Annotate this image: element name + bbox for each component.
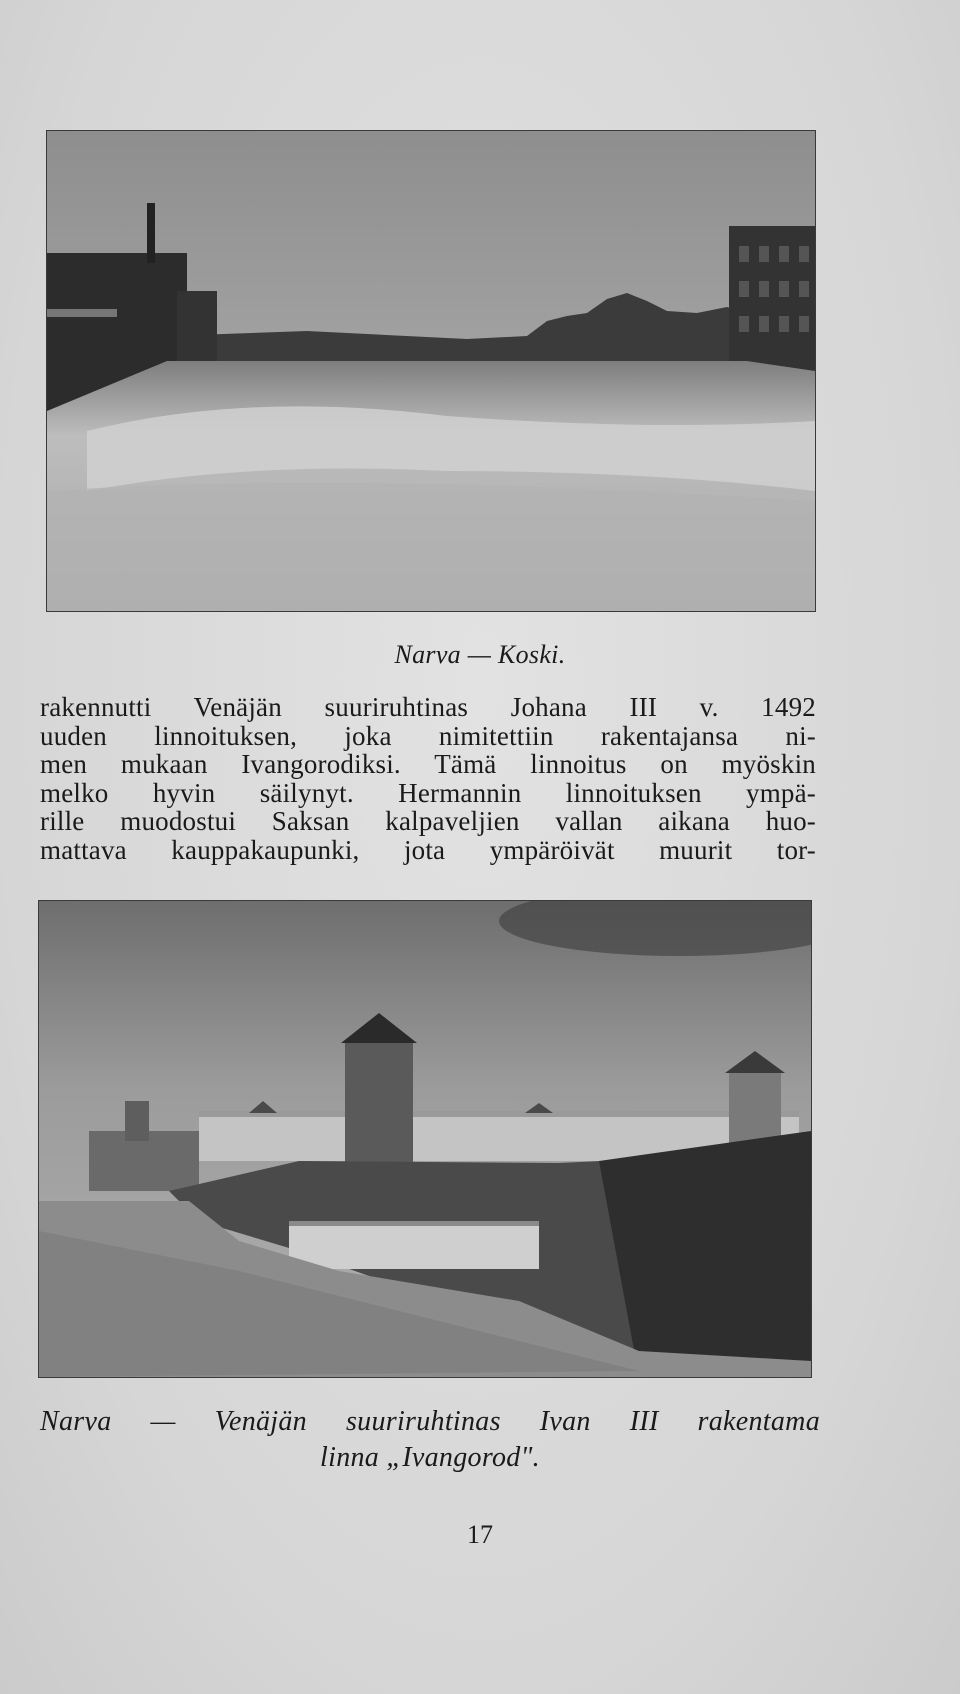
text-line: rille muodostui Saksan kalpaveljien vallan aikana huo- (40, 806, 816, 836)
caption-line: Narva — Venäjän suuriruhtinas Ivan III rakentama (40, 1406, 820, 1437)
waterfall-illustration (47, 131, 815, 611)
photo-caption-fortress (40, 1404, 820, 1476)
text-line: mattava kauppakaupunki, jota ympäröivät muurit tor- (40, 834, 816, 865)
page-number: 17 (467, 1520, 493, 1549)
waterfall-photo (46, 130, 816, 612)
text-line: rakennutti Venäjän suuriruhtinas Johana III v. 1492 (40, 692, 816, 722)
photo-caption-waterfall: Narva — Koski. (394, 640, 566, 669)
text-line: men mukaan Ivangorodiksi. Tämä linnoitus on myöskin (40, 749, 816, 779)
text-line: melko hyvin säilynyt. Hermannin linnoituksen ympä- (40, 777, 816, 808)
fortress-photo (38, 900, 812, 1378)
caption-line: linna „Ivangorod". (320, 1442, 540, 1473)
text-line: uuden linnoituksen, joka nimitettiin rakentajansa ni- (40, 720, 816, 751)
fortress-illustration (39, 901, 811, 1377)
body-paragraph (40, 693, 816, 864)
